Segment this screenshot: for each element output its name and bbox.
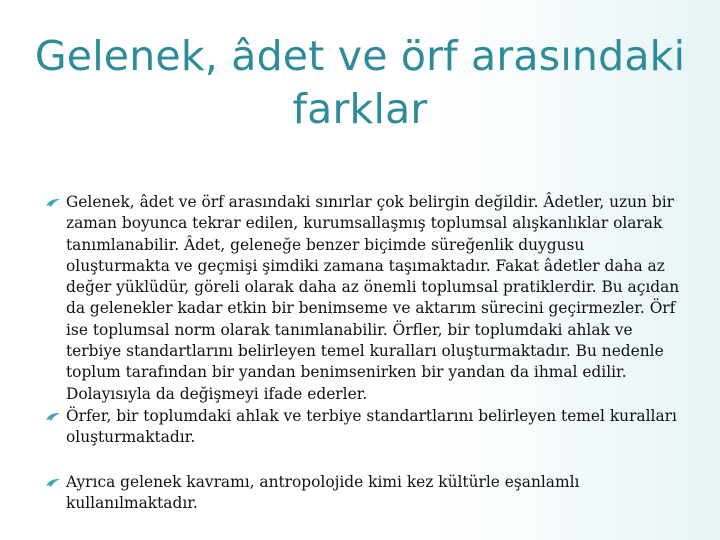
bullet-item <box>46 472 686 515</box>
wing-bullet-icon <box>46 479 60 487</box>
bullet-item <box>46 406 686 449</box>
bullet-text: Gelenek, âdet ve örf arasındaki sınırlar çok belirgin değildir. Âdetler, uzun bir zaman boyunca tekrar edilen, kurumsallaşmış toplumsal alışkanlıklar olarak tanımlanabilir. Âdet, geleneğe benzer biçimde süreğenlik duygusu oluşturmakta ve geçmişi şimdiki zamana taşımaktadır. Fakat âdetler daha az değer yüklüdür, göreli olarak daha az önemli toplumsal pratiklerdir. Bu açıdan da gelenekler kadar etkin bir benimseme ve aktarım sürecini geçirmezler. Örf ise toplumsal norm olarak tanımlanabilir. Örfler, bir toplumdaki ahlak ve terbiye standartlarını belirleyen temel kuralları oluşturmaktadır. Bu nedenle toplum tarafından bir yandan benimsenirken bir yandan da ihmal edilir. Dolayısıyla da değişmeyi ifade ederler. <box>66 193 680 403</box>
title-line-1: Gelenek, âdet ve örf arasındaki <box>34 32 686 80</box>
bullet-text: Ayrıca gelenek kavramı, antropolojide kimi kez kültürle eşanlamlı kullanılmaktadır. <box>66 472 580 512</box>
slide-title <box>20 30 700 136</box>
bullet-text: Örfer, bir toplumdaki ahlak ve terbiye standartlarını belirleyen temel kuralları oluşturmaktadır. <box>66 406 677 447</box>
title-line-2: farklar <box>292 85 428 133</box>
slide-body <box>46 192 686 514</box>
wing-bullet-icon <box>46 199 60 207</box>
wing-bullet-icon <box>46 413 60 421</box>
bullet-item <box>46 192 686 405</box>
